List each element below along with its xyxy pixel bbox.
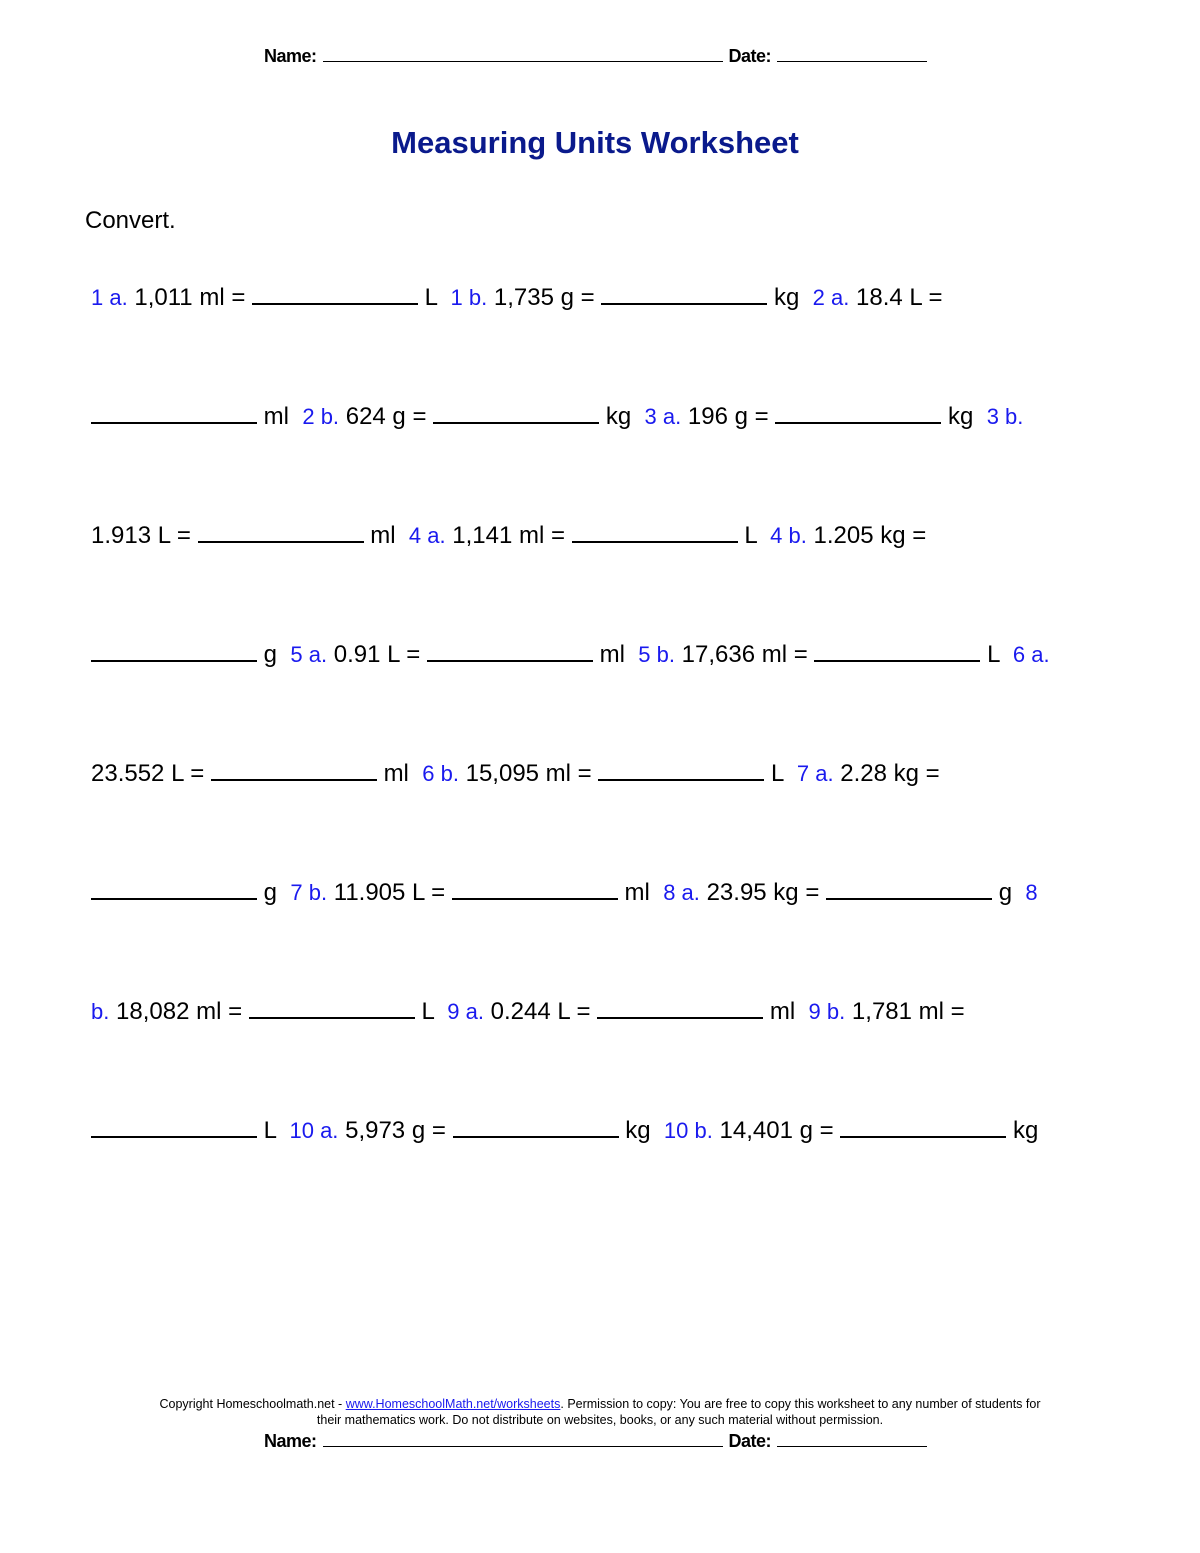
problem-item [422,760,783,787]
footer-name-field[interactable] [323,1432,723,1447]
answer-unit: kg [947,403,974,430]
problem-item [290,879,649,906]
answer-unit: L [424,284,438,311]
answer-blank[interactable] [572,523,738,543]
answer-unit: ml [624,879,650,906]
date-field[interactable] [777,47,927,62]
problem-expression: 1.205 kg = [813,522,927,549]
problem-expression: 23.95 kg = [706,879,820,906]
problem-item [447,998,795,1025]
problem-expression: 196 g = [687,403,769,430]
problem-expression: 624 g = [345,403,427,430]
problem-number: 3 a. [644,404,682,429]
problem-number: 10 a. [289,1118,339,1143]
problem-expression: 0.244 L = [490,998,591,1025]
problem-number: 6 b. [422,761,459,786]
answer-blank[interactable] [433,404,599,424]
answer-blank[interactable] [198,523,364,543]
copyright-prefix: Copyright Homeschoolmath.net - [159,1397,346,1411]
answer-blank[interactable] [452,880,618,900]
answer-blank[interactable] [840,1118,1006,1138]
answer-blank[interactable] [775,404,941,424]
answer-blank[interactable] [91,880,257,900]
problem-number: 8 b. [91,880,1038,1024]
answer-unit: kg [605,403,632,430]
answer-blank[interactable] [453,1118,619,1138]
answer-unit: L [744,522,757,549]
answer-unit: kg [625,1117,651,1144]
answer-blank[interactable] [91,404,257,424]
problem-item [409,522,757,549]
answer-unit: g [263,641,278,668]
problem-expression: 5,973 g = [345,1117,446,1144]
answer-blank[interactable] [91,1118,257,1138]
problem-item [638,641,999,668]
footer-name-date-row [264,1430,933,1452]
answer-blank[interactable] [601,285,767,305]
problem-number: 7 a. [796,761,834,786]
problem-expression: 1,011 ml = [134,284,246,311]
copyright-suffix: . Permission to copy: You are free to copy this worksheet to any number of students for their mathematics work. Do not distribute on websites, books, or any such material without permission. [316,1397,1041,1427]
instruction-text: Convert. [85,207,176,234]
answer-blank[interactable] [597,999,763,1019]
problem-number: 1 a. [91,285,128,310]
problem-item [302,403,631,430]
answer-unit: ml [370,522,396,549]
problem-expression: 0.91 L = [333,641,421,668]
problem-number: 5 a. [290,642,328,667]
answer-blank[interactable] [814,642,980,662]
footer-date-label: Date: [728,1431,772,1451]
answer-unit: g [998,879,1013,906]
problem-item [91,284,437,311]
answer-blank[interactable] [826,880,992,900]
answer-unit: ml [383,760,409,787]
problem-number: 8 a. [663,880,700,905]
problem-item [664,1117,1038,1144]
problem-number: 4 a. [408,523,446,548]
problem-number: 7 b. [290,880,328,905]
problem-item [289,1117,650,1144]
problem-expression: 23.552 L = [91,760,205,787]
answer-unit: ml [599,641,625,668]
answer-blank[interactable] [211,761,377,781]
problem-expression: 1.913 L = [91,522,191,549]
problem-expression: 1,141 ml = [452,522,565,549]
answer-blank[interactable] [252,285,418,305]
answer-blank[interactable] [598,761,764,781]
answer-unit: ml [769,998,796,1025]
name-field[interactable] [323,47,723,62]
answer-unit: g [263,879,278,906]
answer-unit: L [987,641,1000,668]
footer-date-field[interactable] [777,1432,927,1447]
page-title: Measuring Units Worksheet [391,125,799,160]
answer-unit: ml [263,403,289,430]
answer-blank[interactable] [427,642,593,662]
problem-number: 6 a. [1012,642,1050,667]
answer-blank[interactable] [249,999,415,1019]
answer-unit: L [263,1117,277,1144]
name-label: Name: [264,46,317,66]
problem-number: 9 b. [808,999,846,1024]
worksheets-link[interactable]: www.HomeschoolMath.net/worksheets [345,1397,561,1411]
problem-list [91,238,1051,1309]
problem-expression: 18,082 ml = [116,998,243,1025]
answer-blank[interactable] [91,642,257,662]
problem-expression: 14,401 g = [719,1117,834,1144]
problem-expression: 18.4 L = [856,284,943,311]
problem-expression: 2.28 kg = [840,760,940,787]
problem-item [645,403,974,430]
problem-expression: 11.905 L = [333,879,446,906]
answer-unit: L [771,760,784,787]
problem-item [450,284,799,311]
problem-expression: 1,781 ml = [851,998,965,1025]
problem-number: 3 b. [986,404,1024,429]
problem-number: 1 b. [450,285,488,310]
problem-number: 2 a. [812,285,850,310]
problem-item [290,641,625,668]
problem-number: 4 b. [770,523,807,548]
problem-expression: 15,095 ml = [465,760,592,787]
answer-unit: L [421,998,434,1025]
problem-expression: 17,636 ml = [681,641,808,668]
problem-number: 2 b. [302,404,340,429]
footer-name-label: Name: [264,1431,317,1451]
header-name-date-row [264,45,933,67]
answer-unit: kg [1012,1117,1039,1144]
problem-number: 5 b. [638,642,675,667]
date-label: Date: [728,46,772,66]
problem-number: 10 b. [663,1118,713,1143]
answer-unit: kg [773,284,800,311]
problem-item [663,879,1012,906]
problem-number: 9 a. [447,999,484,1024]
problem-expression: 1,735 g = [493,284,595,311]
copyright-notice [150,1396,1050,1428]
